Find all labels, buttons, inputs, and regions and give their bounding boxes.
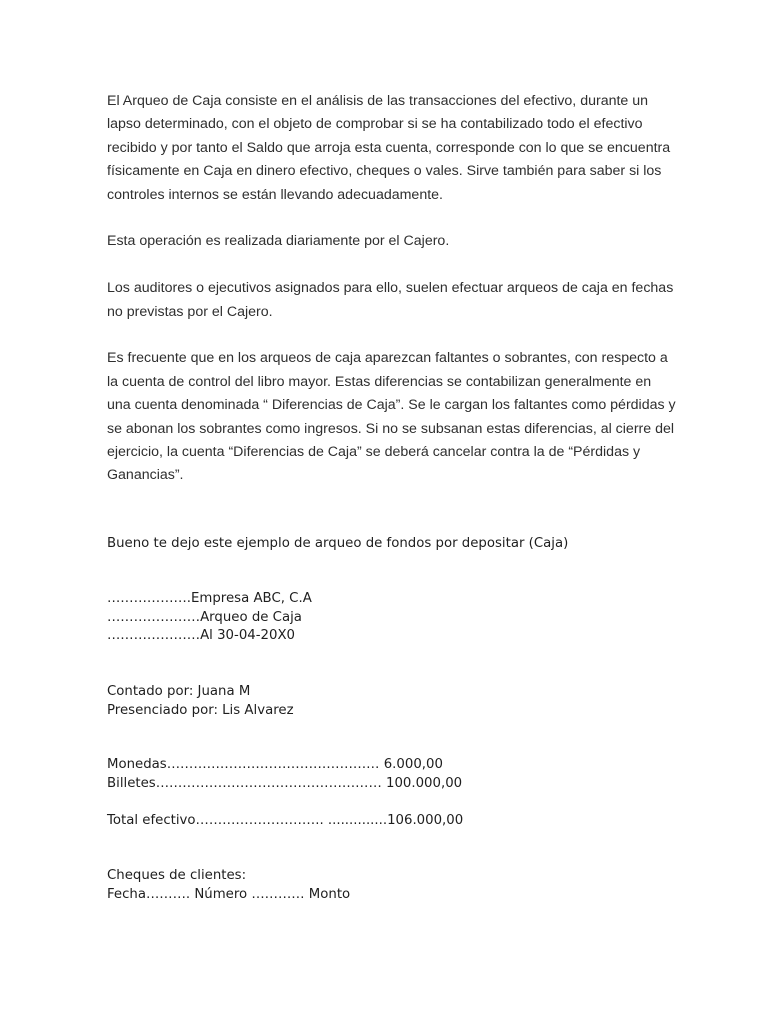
text-line: físicamente en Caja en dinero efectivo, cheques o vales. Sirve también para saber si los (107, 163, 662, 180)
text-line: recibido y por tanto el Saldo que arroja esta cuenta, corresponde con lo que se encuentra (107, 139, 671, 156)
counted-by: Contado por: Juana M (107, 684, 251, 699)
text-line: ejercicio, la cuenta “Diferencias de Caja” se deberá cancelar contra la de “Pérdidas y (107, 444, 641, 461)
text-line: El Arqueo de Caja consiste en el análisis de las transacciones del efectivo, durante un (107, 93, 649, 109)
witnessed-by: Presenciado por: Lis Alvarez (107, 702, 294, 718)
text-line: la cuenta de control del libro mayor. Estas diferencias se contabilizan generalmente en (107, 373, 652, 390)
text-line: se abonan los sobrantes como ingresos. Si no se subsanan estas diferencias, al cierre del (107, 420, 675, 437)
example-header (107, 590, 667, 646)
total-cash-line: Total efectivo……………………….. ..............106.000,00 (107, 813, 464, 828)
checks-title: Cheques de clientes: (107, 868, 247, 883)
report-date: …………………Al 30-04-20X0 (107, 628, 296, 644)
example-people (107, 683, 667, 720)
text-line: lapso determinado, con el objeto de comprobar si se ha contabilizado todo el efectivo (107, 116, 643, 133)
bills-line: Billetes…………………………………………… 100.000,00 (107, 775, 463, 791)
paragraph-differences (107, 347, 676, 487)
text-line: Esta operación es realizada diariamente por el Cajero. (107, 233, 450, 250)
text-line: no previstas por el Cajero. (107, 303, 273, 320)
company-name: ……………….Empresa ABC, C.A (107, 591, 312, 606)
paragraph-daily (107, 230, 667, 253)
example-cash (107, 756, 667, 793)
text-line: una cuenta denominada “ Diferencias de Caja”. Se le cargan los faltantes como pérdidas y (107, 397, 676, 414)
intro-text (107, 90, 676, 488)
text-line: controles internos se están llevando adecuadamente. (107, 186, 443, 203)
text-line: Ganancias”. (107, 467, 184, 484)
example-intro-text: Bueno te dejo este ejemplo de arqueo de fondos por depositar (Caja) (107, 536, 569, 551)
example-total (107, 812, 667, 831)
coins-line: Monedas………………………………………… 6.000,00 (107, 757, 443, 772)
text-line: Es frecuente que en los arqueos de caja aparezcan faltantes o sobrantes, con respecto a (107, 350, 668, 367)
text-line: Los auditores o ejecutivos asignados para ello, suelen efectuar arqueos de caja en fechas (107, 280, 674, 297)
report-title: …………………Arqueo de Caja (107, 609, 302, 625)
example-intro (107, 535, 667, 554)
checks-columns: Fecha………. Número ………… Monto (107, 886, 351, 902)
paragraph-definition (107, 90, 671, 207)
paragraph-auditors (107, 277, 674, 324)
example-checks (107, 867, 667, 904)
